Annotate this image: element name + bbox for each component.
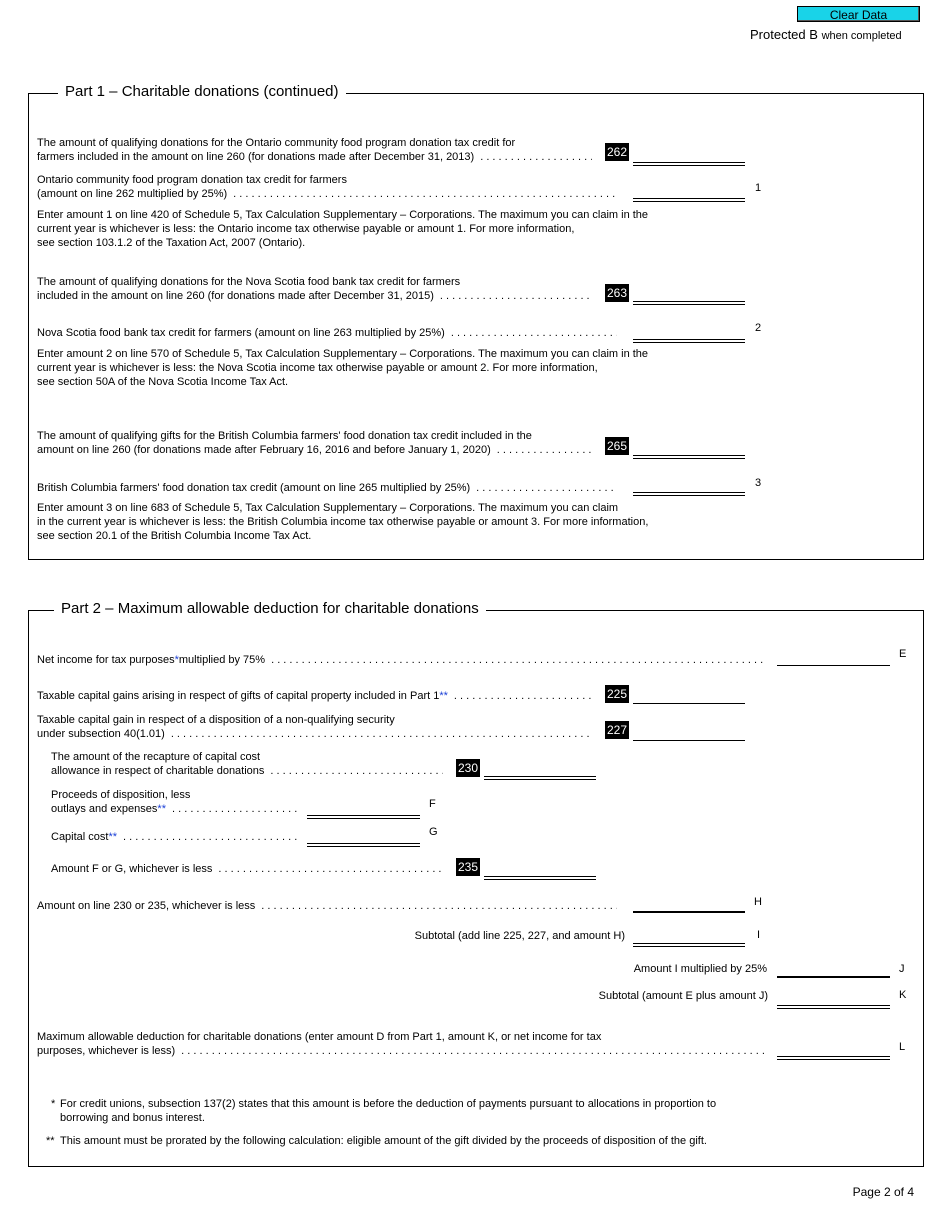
ns-credit-text: Nova Scotia food bank tax credit for farmers (amount on line 263 multiplied by 25%) bbox=[37, 327, 445, 339]
dot-leader bbox=[497, 443, 592, 457]
footnote-marker: ** bbox=[157, 803, 166, 815]
ontario-note1: Enter amount 1 on line 420 of Schedule 5, Tax Calculation Supplementary – Corporations. The maximum you can claim in the bbox=[37, 209, 649, 221]
row-227 bbox=[37, 727, 592, 741]
input-amount-h[interactable] bbox=[633, 911, 745, 913]
dot-leader bbox=[172, 802, 297, 816]
input-262[interactable] bbox=[633, 162, 745, 166]
ontario-credit-line1: Ontario community food program donation tax credit for farmers bbox=[37, 174, 347, 186]
bc-note2: in the current year is whichever is less: the British Columbia income tax otherwise payable or amount 3. For more information, bbox=[37, 516, 649, 528]
footnote-marker: ** bbox=[439, 690, 448, 702]
input-263[interactable] bbox=[633, 301, 745, 305]
bc-note3: see section 20.1 of the British Columbia Income Tax Act. bbox=[37, 530, 312, 542]
input-265[interactable] bbox=[633, 455, 745, 459]
text-230-line2: allowance in respect of charitable donations bbox=[51, 765, 265, 777]
dot-leader bbox=[271, 653, 765, 667]
text-k: Subtotal (amount E plus amount J) bbox=[598, 990, 768, 1002]
protected-suffix: when completed bbox=[821, 30, 902, 42]
input-amount-1[interactable] bbox=[633, 198, 745, 202]
ns-row-263 bbox=[37, 289, 592, 303]
ns-note3: see section 50A of the Nova Scotia Income Tax Act. bbox=[37, 376, 289, 388]
line-code-265: 265 bbox=[606, 439, 628, 453]
bc-row-265 bbox=[37, 443, 592, 457]
page-number: Page 2 of 4 bbox=[852, 1185, 914, 1199]
dot-leader bbox=[171, 727, 592, 741]
text-225-label: Taxable capital gains arising in respect of gifts of capital property included in Part 1 bbox=[37, 690, 440, 702]
footnote1-mark: * bbox=[51, 1098, 56, 1110]
amount-label-1: 1 bbox=[755, 182, 762, 194]
input-225[interactable] bbox=[633, 703, 745, 704]
part2-title: Part 2 – Maximum allowable deduction for charitable donations bbox=[54, 600, 486, 618]
input-amount-e[interactable] bbox=[777, 665, 890, 666]
text-h: Amount on line 230 or 235, whichever is less bbox=[37, 900, 256, 912]
input-amount-3[interactable] bbox=[633, 492, 745, 496]
dot-leader bbox=[270, 764, 443, 778]
text-235: Amount F or G, whichever is less bbox=[51, 863, 213, 875]
input-amount-j[interactable] bbox=[777, 976, 890, 978]
proceeds-line1: Proceeds of disposition, less bbox=[51, 789, 191, 801]
dot-leader bbox=[233, 187, 617, 201]
amount-label-k: K bbox=[899, 989, 907, 1001]
text-l-line2: purposes, whichever is less) bbox=[37, 1045, 176, 1057]
bc-credit-row bbox=[37, 481, 617, 495]
amount-label-3: 3 bbox=[755, 477, 762, 489]
bc-line2: amount on line 260 (for donations made after February 16, 2016 and before January 1, 2020) bbox=[37, 444, 491, 456]
ontario-line1: The amount of qualifying donations for the Ontario community food program donation tax credit for bbox=[37, 137, 516, 149]
dot-leader bbox=[451, 326, 617, 340]
bc-credit-text: British Columbia farmers' food donation tax credit (amount on line 265 multiplied by 25%) bbox=[37, 482, 471, 494]
proceeds-line2: outlays and expenses bbox=[51, 803, 158, 815]
row-225 bbox=[37, 689, 592, 703]
protected-label bbox=[750, 27, 902, 44]
line-code-227: 227 bbox=[606, 723, 628, 737]
line-code-262: 262 bbox=[606, 145, 628, 159]
amount-label-h: H bbox=[754, 896, 762, 908]
line-code-225: 225 bbox=[606, 687, 628, 701]
text-230-line1: The amount of the recapture of capital cost bbox=[51, 751, 261, 763]
dot-leader bbox=[480, 150, 592, 164]
footnote1-line1: For credit unions, subsection 137(2) states that this amount is before the deduction of payments pursuant to allocations in proportion to bbox=[60, 1098, 717, 1110]
dot-leader bbox=[181, 1044, 765, 1058]
footnote-marker: ** bbox=[108, 831, 118, 843]
ns-note2: current year is whichever is less: the Nova Scotia income tax otherwise payable or amount 2. For more information, bbox=[37, 362, 598, 374]
ontario-row-262 bbox=[37, 150, 592, 164]
net-income-b: multiplied by 75% bbox=[178, 654, 266, 666]
input-amount-i[interactable] bbox=[633, 943, 745, 947]
row-230 bbox=[51, 764, 443, 778]
proceeds-text bbox=[51, 802, 166, 816]
ontario-credit-line2: (amount on line 262 multiplied by 25%) bbox=[37, 188, 228, 200]
line-code-230: 230 bbox=[457, 761, 479, 775]
footnote-marker: * bbox=[174, 654, 179, 666]
amount-label-l: L bbox=[899, 1041, 906, 1053]
input-amount-g[interactable] bbox=[307, 843, 420, 847]
text-l-line1: Maximum allowable deduction for charitable donations (enter amount D from Part 1, amount K, or net income for tax bbox=[37, 1031, 602, 1043]
bc-note1: Enter amount 3 on line 683 of Schedule 5, Tax Calculation Supplementary – Corporations. The maximum you can claim bbox=[37, 502, 619, 514]
text-225 bbox=[37, 689, 448, 703]
net-income-a: Net income for tax purposes bbox=[37, 654, 175, 666]
amount-label-f: F bbox=[429, 798, 436, 810]
proceeds-row bbox=[51, 802, 297, 816]
bc-line1: The amount of qualifying gifts for the British Columbia farmers' food donation tax credit included in the bbox=[37, 430, 532, 442]
input-amount-f[interactable] bbox=[307, 815, 420, 819]
dot-leader bbox=[476, 481, 617, 495]
ns-line2: included in the amount on line 260 (for donations made after December 31, 2015) bbox=[37, 290, 434, 302]
dot-leader bbox=[261, 899, 617, 913]
dot-leader bbox=[218, 862, 443, 876]
ontario-credit-row bbox=[37, 187, 617, 201]
ontario-note3: see section 103.1.2 of the Taxation Act, 2007 (Ontario). bbox=[37, 237, 306, 249]
input-amount-2[interactable] bbox=[633, 339, 745, 343]
protected-text: Protected B bbox=[750, 27, 818, 42]
amount-label-g: G bbox=[429, 826, 438, 838]
line-code-235: 235 bbox=[457, 860, 479, 874]
input-230[interactable] bbox=[484, 776, 596, 780]
dot-leader bbox=[440, 289, 592, 303]
footnote2-mark: ** bbox=[46, 1135, 55, 1147]
text-227-line1: Taxable capital gain in respect of a disposition of a non-qualifying security bbox=[37, 714, 395, 726]
amount-label-e: E bbox=[899, 648, 907, 660]
ontario-note2: current year is whichever is less: the Ontario income tax otherwise payable or amount 1. For more information, bbox=[37, 223, 575, 235]
clear-data-button[interactable]: Clear Data bbox=[797, 6, 920, 22]
row-h bbox=[37, 899, 617, 913]
ns-note1: Enter amount 2 on line 570 of Schedule 5, Tax Calculation Supplementary – Corporations. The maximum you can claim in the bbox=[37, 348, 649, 360]
net-income-text bbox=[37, 653, 265, 667]
part1-title: Part 1 – Charitable donations (continued) bbox=[58, 83, 346, 101]
dot-leader bbox=[123, 830, 297, 844]
ns-credit-row bbox=[37, 326, 617, 340]
capital-cost-text bbox=[51, 830, 117, 844]
input-amount-k[interactable] bbox=[777, 1005, 890, 1009]
row-l bbox=[37, 1044, 765, 1058]
capital-cost-row bbox=[51, 830, 297, 844]
amount-label-j: J bbox=[899, 963, 905, 975]
input-amount-l[interactable] bbox=[777, 1056, 890, 1060]
amount-label-i: I bbox=[757, 929, 761, 941]
input-235[interactable] bbox=[484, 876, 596, 880]
footnote2-text: This amount must be prorated by the following calculation: eligible amount of the gift divided by the proceeds of disposition of the gift. bbox=[60, 1135, 707, 1147]
text-227-line2: under subsection 40(1.01) bbox=[37, 728, 165, 740]
line-code-263: 263 bbox=[606, 286, 628, 300]
ns-line1: The amount of qualifying donations for the Nova Scotia food bank tax credit for farmers bbox=[37, 276, 461, 288]
capital-cost-label: Capital cost bbox=[51, 831, 109, 843]
text-i: Subtotal (add line 225, 227, and amount H) bbox=[414, 930, 625, 942]
net-income-row bbox=[37, 653, 765, 667]
amount-label-2: 2 bbox=[755, 322, 762, 334]
footnote1-line2: borrowing and bonus interest. bbox=[60, 1112, 205, 1124]
text-j: Amount I multiplied by 25% bbox=[633, 963, 767, 975]
row-235 bbox=[51, 862, 443, 876]
dot-leader bbox=[454, 689, 592, 703]
input-227[interactable] bbox=[633, 740, 745, 741]
ontario-line2: farmers included in the amount on line 260 (for donations made after December 31, 2013) bbox=[37, 151, 475, 163]
